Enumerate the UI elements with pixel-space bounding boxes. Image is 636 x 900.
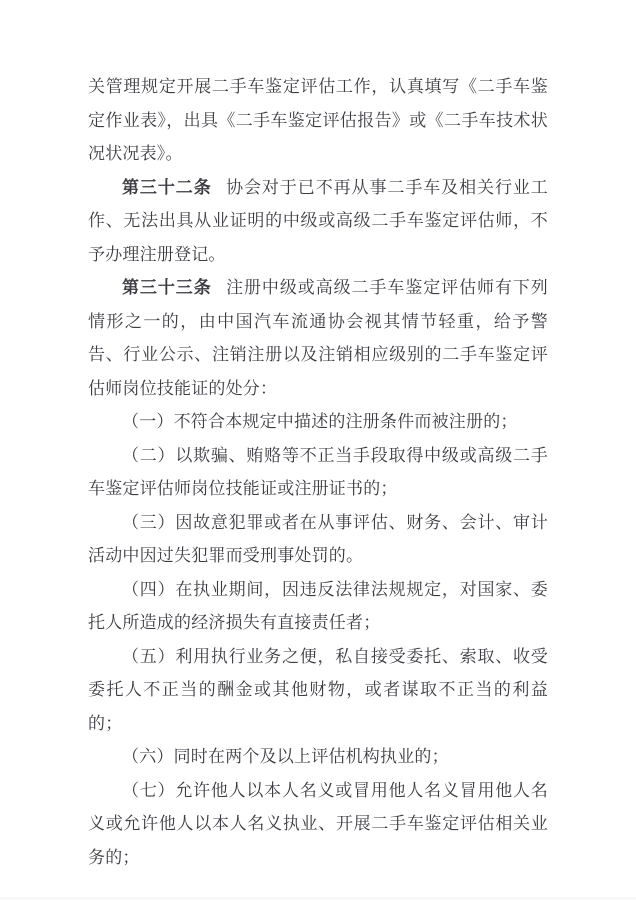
article-33-text: 注册中级或高级二手车鉴定评估师有下列情形之一的，由中国汽车流通协会视其情节轻重，给予警告、行业公示、注销注册以及注销相应级别的二手车鉴定评估师岗位技能证的处分： xyxy=(88,278,549,398)
list-item-6: （六）同时在两个及以上评估机构执业的； xyxy=(122,747,449,766)
list-item-5: （五）利用执行业务之便，私自接受委托、索取、收受委托人不正当的酬金或其他财物，或者谋取不正当的利益的； xyxy=(88,646,548,733)
list-item-4: （四）在执业期间，因违反法律法规规定，对国家、委托人所造成的经济损失有直接责任者； xyxy=(88,579,548,632)
document-text-block xyxy=(88,70,548,874)
list-item-1: （一）不符合本规定中描述的注册条件而被注册的； xyxy=(122,412,518,431)
paragraph-article-33 xyxy=(88,271,548,405)
article-33-number: 第三十三条 xyxy=(122,278,212,297)
paragraph-continuation: 关管理规定开展二手车鉴定评估工作，认真填写《二手车鉴定作业表》，出具《二手车鉴定评估报告》或《二手车技术状况状况表》。 xyxy=(88,77,548,163)
article-32-text: 协会对于已不再从事二手车及相关行业工作、无法出具从业证明的中级或高级二手车鉴定评估师，不予办理注册登记。 xyxy=(88,177,549,264)
list-item-2: （二）以欺骗、贿赂等不正当手段取得中级或高级二手车鉴定评估师岗位技能证或注册证书的； xyxy=(88,445,548,498)
list-item-3: （三）因故意犯罪或者在从事评估、财务、会计、审计活动中因过失犯罪而受刑事处罚的。 xyxy=(88,512,548,565)
paragraph-article-32 xyxy=(88,171,548,272)
article-32-number: 第三十二条 xyxy=(122,177,212,197)
list-item-7: （七）允许他人以本人名义或冒用他人名义冒用他人名义或允许他人以本人名义执业、开展二手车鉴定评估相关业务的； xyxy=(88,780,548,867)
